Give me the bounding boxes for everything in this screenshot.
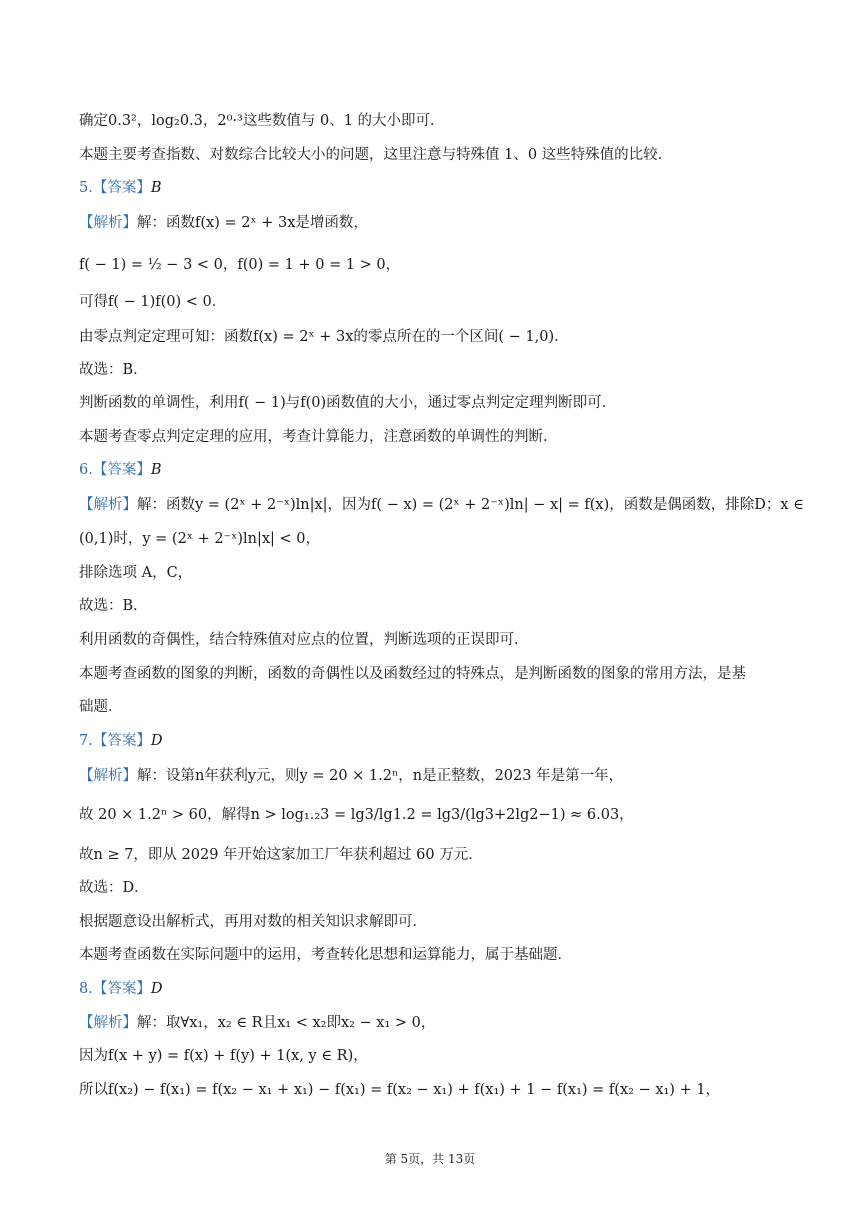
- text-line: 本题考查零点判定定理的应用，考查计算能力，注意函数的单调性的判断．: [79, 429, 558, 445]
- text-line: 因为f(x + y) = f(x) + f(y) + 1(x, y ∈ R)，: [79, 1048, 368, 1064]
- text-line: 故选：B．: [79, 362, 148, 378]
- text-line: 础题．: [79, 699, 123, 715]
- text-line: 本题主要考查指数、对数综合比较大小的问题，这里注意与特殊值 1、0 这些特殊值的比较．: [79, 147, 673, 163]
- text-line: 由零点判定定理可知：函数f(x) = 2ˣ + 3x的零点所在的一个区间( − 1,0)．: [79, 329, 569, 345]
- text-line: 排除选项 A，C，: [79, 565, 193, 581]
- analysis-tag: 【解析】: [79, 497, 137, 513]
- question-number: 5.: [79, 180, 93, 196]
- page-footer: 第 5页，共 13页: [384, 1152, 476, 1166]
- text-line: 确定0.3²，log₂0.3，2⁰·³这些数值与 0、1 的大小即可．: [79, 113, 445, 129]
- text-line: 故选：B．: [79, 598, 148, 614]
- analysis-line: 【解析】解：函数f(x) = 2ˣ + 3x是增函数，: [79, 215, 368, 231]
- text-line: 利用函数的奇偶性，结合特殊值对应点的位置，判断选项的正误即可．: [79, 632, 529, 648]
- answer-value: B: [150, 462, 162, 478]
- text-line: 根据题意设出解析式，再用对数的相关知识求解即可．: [79, 914, 427, 930]
- text-line: 可得f( − 1)f(0) < 0．: [79, 294, 227, 310]
- answer-line: [79, 731, 790, 751]
- answer-value: D: [150, 981, 163, 997]
- text-line: 本题考查函数的图象的判断，函数的奇偶性以及函数经过的特殊点，是判断函数的图象的常用方法，是基: [79, 666, 746, 682]
- analysis-tag: 【解析】: [79, 768, 137, 784]
- text-line: 本题考查函数在实际问题中的运用，考查转化思想和运算能力，属于基础题．: [79, 947, 572, 963]
- analysis-line: 【解析】解：函数y = (2ˣ + 2⁻ˣ)ln|x|，因为f( − x) = (2ˣ + 2⁻ˣ)ln| − x| = f(x)，函数是偶函数，排除D；x ∈: [79, 497, 804, 513]
- answer-line: [79, 979, 790, 999]
- answer-line: [79, 178, 790, 198]
- text-line: 所以f(x₂) − f(x₁) = f(x₂ − x₁ + x₁) − f(x₁) = f(x₂ − x₁) + f(x₁) + 1 − f(x₁) = f(x₂ − x₁) + 1，: [79, 1082, 721, 1098]
- answer-tag: 【答案】: [92, 462, 151, 478]
- text-line: f( − 1) = ½ − 3 < 0，f(0) = 1 + 0 = 1 > 0，: [79, 257, 401, 273]
- text-line: 判断函数的单调性，利用f( − 1)与f(0)函数值的大小，通过零点判定定理判断即可．: [79, 395, 617, 411]
- answer-value: B: [150, 180, 162, 196]
- question-number: 8.: [79, 981, 93, 997]
- question-number: 7.: [79, 733, 93, 749]
- question-number: 6.: [79, 462, 93, 478]
- analysis-tag: 【解析】: [79, 1015, 137, 1031]
- text-line: 故 20 × 1.2ⁿ > 60，解得n > log₁.₂3 = lg3/lg1.2 = lg3/(lg3+2lg2−1) ≈ 6.03，: [79, 807, 634, 823]
- analysis-tag: 【解析】: [79, 215, 137, 231]
- answer-tag: 【答案】: [92, 733, 151, 749]
- answer-value: D: [150, 733, 163, 749]
- answer-line: [79, 460, 790, 480]
- text-line: 故选：D．: [79, 880, 149, 896]
- text-line: (0,1)时，y = (2ˣ + 2⁻ˣ)ln|x| < 0，: [79, 531, 321, 547]
- answer-tag: 【答案】: [92, 981, 151, 997]
- analysis-line: 【解析】解：取∀x₁，x₂ ∈ R且x₁ < x₂即x₂ − x₁ > 0，: [79, 1015, 436, 1031]
- answer-tag: 【答案】: [92, 180, 151, 196]
- text-line: 故n ≥ 7，即从 2029 年开始这家加工厂年获利超过 60 万元．: [79, 847, 483, 863]
- analysis-line: 【解析】解：设第n年获利y元，则y = 20 × 1.2ⁿ，n是正整数，2023 年是第一年，: [79, 768, 624, 784]
